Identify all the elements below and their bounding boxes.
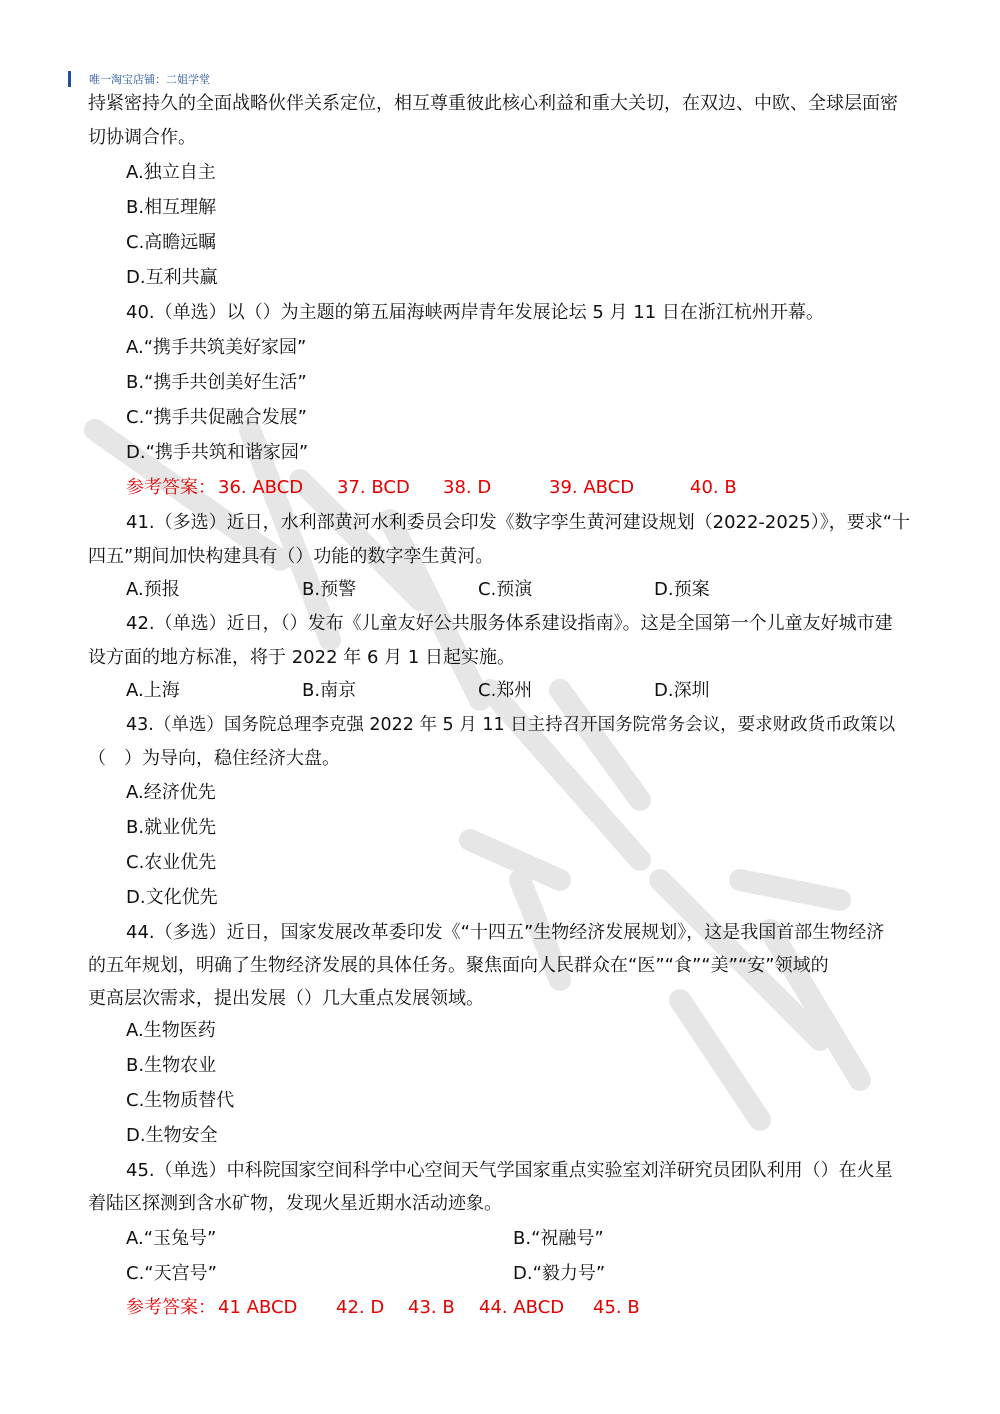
answer-item: 43. B bbox=[408, 1297, 455, 1318]
q44-option-d: D.生物安全 bbox=[126, 1125, 218, 1146]
q41-options bbox=[126, 578, 826, 602]
answer-label: 参考答案： bbox=[126, 477, 216, 498]
q44-text-line1: 44.（多选）近日，国家发展改革委印发《“十四五”生物经济发展规划》，这是我国首部生物经济 bbox=[126, 922, 885, 943]
answer-item: 41 ABCD bbox=[218, 1297, 298, 1318]
q43-option-b: B.就业优先 bbox=[126, 817, 217, 838]
q44-option-c: C.生物质替代 bbox=[126, 1090, 235, 1111]
q39-text-line2: 切协调合作。 bbox=[88, 127, 196, 148]
q44-text-line3: 更高层次需求，提出发展（）几大重点发展领域。 bbox=[88, 988, 484, 1009]
q43-option-a: A.经济优先 bbox=[126, 782, 216, 803]
q42-option-b: B.南京 bbox=[302, 680, 357, 701]
q43-option-c: C.农业优先 bbox=[126, 852, 217, 873]
q42-option-c: C.郑州 bbox=[478, 680, 533, 701]
q40-option-d: D.“携手共筑和谐家园” bbox=[126, 442, 309, 463]
q40-option-b: B.“携手共创美好生活” bbox=[126, 372, 307, 393]
answer-item: 36. ABCD bbox=[218, 477, 304, 498]
q45-text-line2: 着陆区探测到含水矿物，发现火星近期水活动迹象。 bbox=[88, 1193, 502, 1214]
answer-item: 40. B bbox=[690, 477, 737, 498]
q45-options-row1 bbox=[126, 1227, 826, 1251]
q41-option-a: A.预报 bbox=[126, 579, 180, 600]
header-accent-bar bbox=[68, 71, 71, 87]
q43-text-line1: 43.（单选）国务院总理李克强 2022 年 5 月 11 日主持召开国务院常务会议，要求财政货币政策以 bbox=[126, 715, 896, 735]
q40-text: 40.（单选）以（）为主题的第五届海峡两岸青年发展论坛 5 月 11 日在浙江杭州开幕。 bbox=[126, 302, 824, 323]
q45-option-b: B.“祝融号” bbox=[513, 1228, 604, 1249]
answer-item: 38. D bbox=[443, 477, 492, 498]
q41-text-line2: 四五”期间加快构建具有（）功能的数字孪生黄河。 bbox=[88, 546, 494, 567]
q42-option-d: D.深圳 bbox=[654, 680, 710, 701]
answer-label: 参考答案： bbox=[126, 1297, 216, 1318]
q40-option-c: C.“携手共促融合发展” bbox=[126, 407, 307, 428]
q44-option-a: A.生物医药 bbox=[126, 1020, 216, 1041]
q39-option-d: D.互利共赢 bbox=[126, 267, 218, 288]
q45-text-line1: 45.（单选）中科院国家空间科学中心空间天气学国家重点实验室刘洋研究员团队利用（）在火星 bbox=[126, 1160, 893, 1181]
q40-option-a: A.“携手共筑美好家园” bbox=[126, 337, 307, 358]
answer-item: 45. B bbox=[593, 1297, 640, 1318]
shop-label: 唯一淘宝店铺：二姐学堂 bbox=[89, 73, 210, 86]
q45-option-c: C.“天宫号” bbox=[126, 1263, 217, 1284]
answer-item: 42. D bbox=[336, 1297, 385, 1318]
q43-text-line2: （ ）为导向，稳住经济大盘。 bbox=[88, 748, 340, 769]
q41-option-c: C.预演 bbox=[478, 579, 533, 600]
q45-option-a: A.“玉兔号” bbox=[126, 1228, 217, 1249]
q42-text-line1: 42.（单选）近日，（）发布《儿童友好公共服务体系建设指南》。这是全国第一个儿童友好城市建 bbox=[126, 613, 893, 634]
q44-option-b: B.生物农业 bbox=[126, 1055, 217, 1076]
q41-text-line1: 41.（多选）近日，水利部黄河水利委员会印发《数字孪生黄河建设规划（2022-2025）》，要求“十 bbox=[126, 512, 911, 533]
q39-option-c: C.高瞻远瞩 bbox=[126, 232, 217, 253]
q41-option-b: B.预警 bbox=[302, 579, 357, 600]
q44-text-line2: 的五年规划，明确了生物经济发展的具体任务。聚焦面向人民群众在“医”“食”“美”“安”领域的 bbox=[88, 955, 829, 976]
q45-options-row2 bbox=[126, 1262, 826, 1286]
q43-option-d: D.文化优先 bbox=[126, 887, 218, 908]
q42-text-line2: 设方面的地方标准，将于 2022 年 6 月 1 日起实施。 bbox=[88, 647, 516, 668]
q42-option-a: A.上海 bbox=[126, 680, 180, 701]
page-header bbox=[68, 70, 210, 88]
q45-option-d: D.“毅力号” bbox=[513, 1263, 606, 1284]
q39-text-line1: 持紧密持久的全面战略伙伴关系定位，相互尊重彼此核心利益和重大关切，在双边、中欧、全球层面密 bbox=[88, 93, 898, 114]
q39-option-b: B.相互理解 bbox=[126, 197, 217, 218]
q39-option-a: A.独立自主 bbox=[126, 162, 216, 183]
answer-key-36-40 bbox=[126, 476, 826, 500]
answer-item: 39. ABCD bbox=[549, 477, 635, 498]
q41-option-d: D.预案 bbox=[654, 579, 710, 600]
answer-key-41-45 bbox=[126, 1296, 826, 1320]
q42-options bbox=[126, 679, 826, 703]
answer-item: 44. ABCD bbox=[479, 1297, 565, 1318]
answer-item: 37. BCD bbox=[337, 477, 410, 498]
